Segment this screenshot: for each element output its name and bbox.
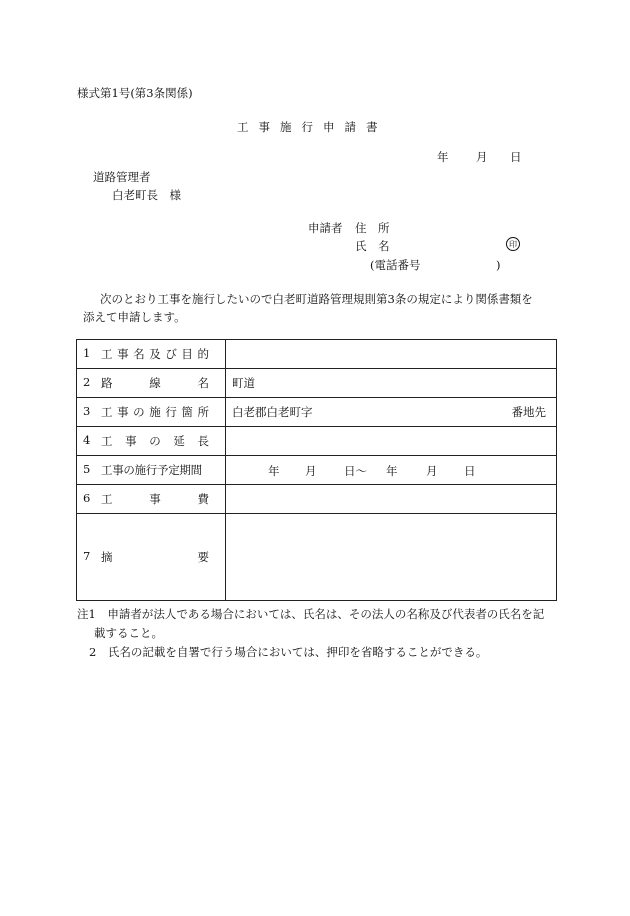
label-text	[101, 549, 209, 565]
length-field[interactable]	[226, 427, 557, 456]
label-char: 工	[101, 434, 113, 448]
label-char: 工	[101, 347, 113, 361]
row-number: 3	[83, 404, 91, 418]
table-row	[77, 369, 557, 398]
label-char: 事	[117, 347, 129, 361]
location-field[interactable]	[226, 398, 557, 427]
period-start-day: 日〜	[344, 464, 367, 478]
label-char: 行	[165, 405, 177, 419]
label-char: 事	[125, 434, 137, 448]
label-char: 名	[133, 347, 145, 361]
label-char: 的	[197, 347, 209, 361]
row-label	[77, 427, 226, 456]
period-end-year: 年	[386, 464, 398, 478]
form-number: 様式第1号(第3条関係)	[77, 86, 193, 100]
addressee-name: 白老町長 様	[112, 188, 181, 202]
label-text	[101, 491, 209, 507]
label-char: 要	[197, 550, 209, 564]
period-start-year: 年	[268, 464, 280, 478]
row-label	[77, 514, 226, 601]
label-text	[101, 375, 209, 391]
addressee-title: 道路管理者	[93, 170, 151, 184]
label-char: 路	[101, 376, 113, 390]
label-char: 箇	[181, 405, 193, 419]
remarks-field[interactable]	[226, 514, 557, 601]
label-char: 工	[101, 492, 113, 506]
label-char: 事	[117, 405, 129, 419]
date-month: 月	[476, 150, 488, 164]
application-table	[76, 339, 557, 601]
label-char: の	[133, 405, 145, 419]
note-1-line2: 載すること。	[94, 626, 163, 640]
phone-label: (電話番号	[370, 258, 421, 272]
label-char: 摘	[101, 550, 113, 564]
label-char: 所	[197, 405, 209, 419]
note-2: 2 氏名の記載を自署で行う場合においては、押印を省略することができる。	[89, 645, 488, 659]
date-year: 年	[437, 150, 449, 164]
period-start-month: 月	[305, 464, 317, 478]
row-number: 5	[83, 462, 91, 476]
label-char: 工	[101, 405, 113, 419]
label-char: 線	[149, 376, 161, 390]
cost-field[interactable]	[226, 485, 557, 514]
route-name-field[interactable]: 町道	[226, 369, 557, 398]
label-char: 費	[197, 492, 209, 506]
date-day: 日	[510, 150, 522, 164]
applicant-label: 申請者	[308, 221, 343, 235]
purpose-field[interactable]	[226, 340, 557, 369]
row-label	[77, 398, 226, 427]
label-text	[101, 346, 209, 362]
table-row	[77, 485, 557, 514]
label-char: 延	[173, 434, 185, 448]
table-row	[77, 398, 557, 427]
row-number: 4	[83, 433, 91, 447]
row-number: 6	[83, 491, 91, 505]
label-text	[101, 404, 209, 420]
location-suffix: 番地先	[511, 405, 546, 419]
table-row	[77, 340, 557, 369]
page-title: 工事施行申請書	[237, 120, 388, 134]
label-char: 長	[197, 434, 209, 448]
table-row	[77, 456, 557, 485]
row-label	[77, 485, 226, 514]
period-end-day: 日	[464, 464, 476, 478]
row-number: 7	[83, 549, 91, 563]
row-label	[77, 456, 226, 485]
row-number: 2	[83, 375, 91, 389]
period-end-month: 月	[426, 464, 438, 478]
phone-close: )	[496, 258, 501, 272]
location-prefix: 白老郡白老町字	[232, 405, 313, 419]
label-char: 名	[197, 376, 209, 390]
period-field[interactable]	[226, 456, 557, 485]
note-1-line1: 注1 申請者が法人である場合においては、氏名は、その法人の名称及び代表者の氏名を記	[77, 607, 545, 621]
label-char: 及	[149, 347, 161, 361]
row-number: 1	[83, 346, 91, 360]
row-label	[77, 340, 226, 369]
label-char: 目	[181, 347, 193, 361]
label-char: 施	[149, 405, 161, 419]
label-char: の	[149, 434, 161, 448]
label-text	[101, 433, 209, 449]
body-text-line1: 次のとおり工事を施行したいので白老町道路管理規則第3条の規定により関係書類を	[100, 292, 533, 306]
label-char: 事	[149, 492, 161, 506]
name-label: 氏 名	[355, 239, 390, 253]
row-label	[77, 369, 226, 398]
table-row	[77, 427, 557, 456]
table-row	[77, 514, 557, 601]
address-label: 住 所	[355, 221, 390, 235]
label-char: び	[165, 347, 177, 361]
seal-mark: 印	[506, 237, 520, 251]
body-text-line2: 添えて申請します。	[83, 310, 186, 324]
label-text: 工事の施行予定期間	[101, 463, 202, 477]
